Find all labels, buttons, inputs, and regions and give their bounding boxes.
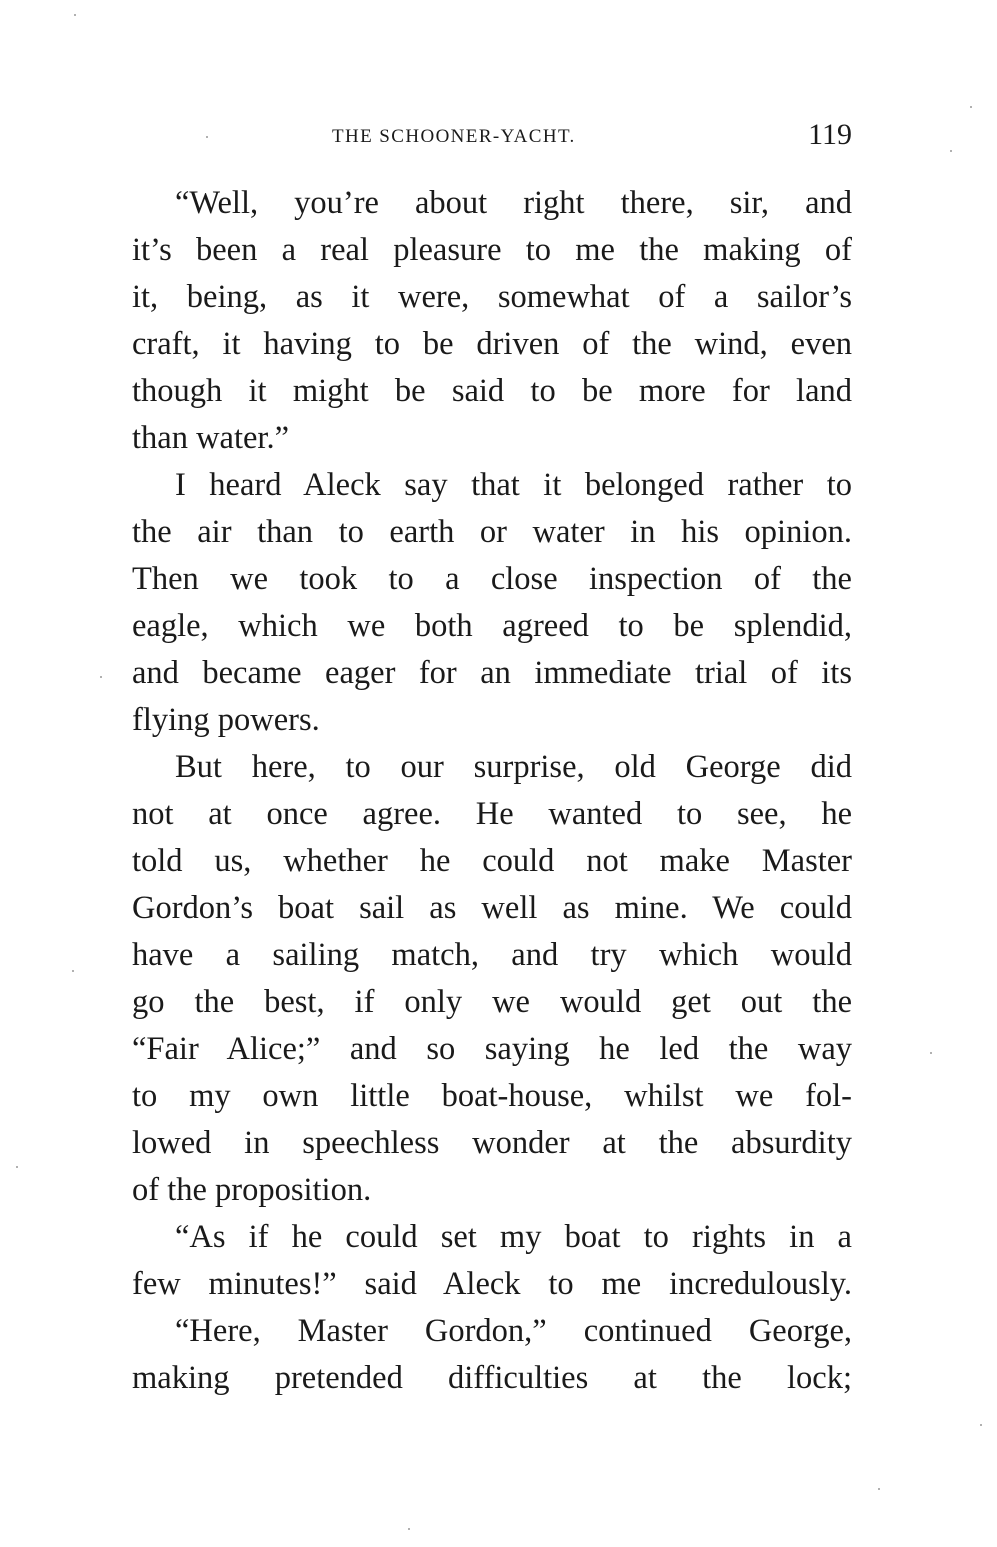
running-title: THE SCHOONER-YACHT. (332, 126, 576, 147)
scan-speck (16, 1166, 18, 1168)
page-number: 119 (808, 118, 852, 151)
text-line: But here, to our surprise, old George did (175, 749, 852, 785)
text-line: of the proposition. (132, 1172, 372, 1208)
text-line: lowed in speechless wonder at the absurdity (132, 1125, 852, 1161)
text-line: to my own little boat-house, whilst we fol- (132, 1078, 852, 1114)
scan-speck (72, 970, 74, 972)
text-line: making pretended difficulties at the lock; (132, 1360, 852, 1396)
text-line: few minutes!” said Aleck to me incredulously. (132, 1266, 852, 1302)
scan-speck (74, 14, 76, 16)
text-line: Then we took to a close inspection of the (132, 561, 852, 597)
text-line: told us, whether he could not make Master (132, 843, 852, 879)
text-line: the air than to earth or water in his opinion. (132, 514, 852, 550)
scan-speck (930, 1052, 932, 1054)
scan-speck (408, 1528, 410, 1530)
text-line: though it might be said to be more for land (132, 373, 852, 409)
scan-speck (206, 136, 208, 138)
scan-speck (878, 1488, 880, 1490)
text-line: “As if he could set my boat to rights in a (175, 1219, 852, 1255)
scan-speck (950, 150, 952, 152)
text-line: it’s been a real pleasure to me the making of (132, 232, 852, 268)
text-line: Gordon’s boat sail as well as mine. We could (132, 890, 852, 926)
text-line: have a sailing match, and try which would (132, 937, 852, 973)
running-head (132, 118, 852, 154)
text-line: “Here, Master Gordon,” continued George, (175, 1313, 852, 1349)
text-line: it, being, as it were, somewhat of a sailor’s (132, 279, 852, 315)
scan-speck (980, 1424, 982, 1426)
text-line: I heard Aleck say that it belonged rather to (175, 467, 852, 503)
text-line: “Well, you’re about right there, sir, and (175, 185, 852, 221)
text-line: “Fair Alice;” and so saying he led the way (132, 1031, 852, 1067)
text-line: go the best, if only we would get out the (132, 984, 852, 1020)
text-line: flying powers. (132, 702, 320, 738)
scan-speck (970, 106, 972, 108)
scan-speck (100, 676, 102, 678)
text-line: craft, it having to be driven of the wind, even (132, 326, 852, 362)
text-line: and became eager for an immediate trial of its (132, 655, 852, 691)
body-text (132, 180, 852, 1402)
text-line: eagle, which we both agreed to be splendid, (132, 608, 852, 644)
text-line: than water.” (132, 420, 290, 456)
text-line: not at once agree. He wanted to see, he (132, 796, 852, 832)
